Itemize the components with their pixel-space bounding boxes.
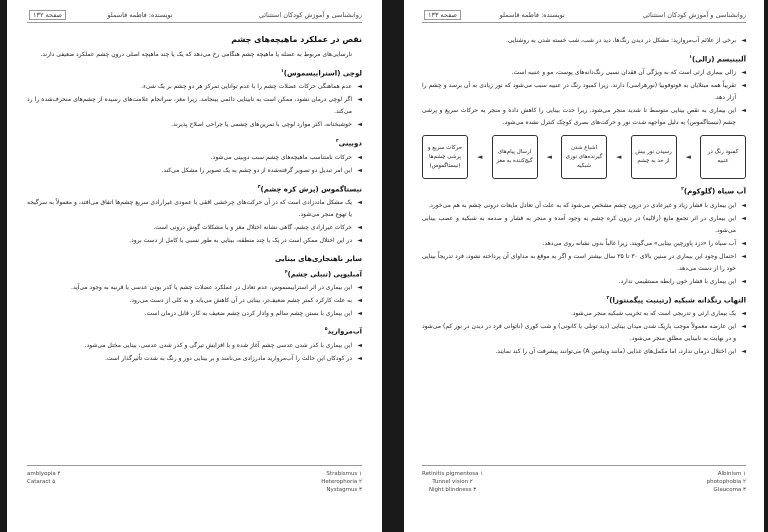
list-item: ◄ این بیماری با فشار زیاد و غیرعادی در درون چشم مشخص می‌شود که به علت آن تعادل مایعات درونی چشم به هم می‌خورد. (422, 200, 746, 212)
arrow-bullet-icon: ◄ (741, 37, 746, 44)
section-heading: نقص در عملکرد ماهیچه‌های چشم (231, 35, 362, 44)
subheading-other-disorders: سایر ناهنجاری‌های بینایی (274, 254, 362, 263)
footnote: Retinitis pigmentosa ۱ (422, 471, 484, 477)
footnote: photophobia ۲ (706, 479, 746, 485)
header-page-number: صفحه ۱۳۳ (424, 10, 461, 20)
subheading-amblyopia: آمبلیوپی (تنبلی چشم)$^۴$ (284, 269, 362, 279)
footnote: Glaucoma ۳ (713, 487, 746, 493)
list-item: ◄ این اختلال درمان ندارد، اما مکمل‌های غذایی (مانند ویتامین A) می‌توانند پیشرفت آن را کند نمایند. (422, 346, 746, 358)
subheading-strabismus: لوچی (استرابیسموس)$^۱$ (281, 69, 362, 78)
footnote: Heterophoria ۲ (321, 479, 362, 485)
footnote: Night blindness ۳ (428, 487, 477, 493)
arrow-left-icon: ◄ (685, 153, 691, 162)
arrow-bullet-icon: ◄ (357, 223, 362, 231)
list-item: ◄ این امر تبدیل دو تصویر گرفته‌شده از دو چشم به یک تصویر را مشکل می‌کند. (27, 165, 362, 177)
arrow-bullet-icon: ◄ (741, 277, 746, 285)
arrow-bullet-icon: ◄ (741, 252, 746, 260)
left-page (7, 0, 382, 532)
arrow-left-icon: ◄ (546, 153, 552, 162)
subheading-albinism: آلبینیسم (زالی)$^۱$ (689, 55, 746, 64)
header-book-title: روانشناسی و آموزش کودکان استثنائی (642, 11, 746, 19)
list-item: ◄ خوشبختانه، اکثر موارد لوچی با تمرین‌های چشمی یا جراحی اصلاح پذیرند. (27, 119, 362, 131)
arrow-bullet-icon: ◄ (741, 214, 746, 222)
arrow-bullet-icon: ◄ (357, 354, 362, 362)
list-item: ◄ اگر لوچی درمان نشود، ممکن است به نابینایی دائمی بینجامد. زیرا مغز، سرانجام علامت‌های رسیده از چشم‌های منحرف‌شده را رد می‌کند. (27, 96, 362, 116)
footnotes (422, 465, 746, 494)
list-amblyopia (27, 282, 362, 320)
footnotes (27, 465, 362, 494)
arrow-bullet-icon: ◄ (741, 82, 746, 90)
list-item: ◄ یک مشکل ماددزادی است که در آن حرکت‌های چرخشی افقی یا عمودی غیرارادی سریع چشم‌ها اتفاق می‌افتد، و معمولاً به سرگیجه یا تهوع منجر می‌شود. (27, 198, 362, 218)
arrow-bullet-icon: ◄ (357, 284, 362, 292)
list-item: ◄ این بیماری در اثر استرابیسموس، عدم تعادل در عملکرد عضلات چشم یا کدر بودن عدسی یا قرنیه به وجود می‌آید. (27, 282, 362, 294)
flow-step: رسیدن نور بیش از حد به چشم (631, 135, 677, 179)
list-retinitis (422, 308, 746, 358)
footnote: Tunnel vision ۲ (432, 479, 473, 485)
list-item: ◄ احتمال وجود این بیماری در سنین بالای ۳۰ تا ۳۵ سال بیشتر است و اگر به موقع به مداوای آن پرداخته نشود، فرد تدریجاً بینایی خود را از دست می‌دهد. (422, 252, 746, 272)
arrow-bullet-icon: ◄ (357, 166, 362, 174)
list-item: ◄ برخی از علائم آب‌مروارید: مشکل در دیدن رنگ‌ها، دید در شب، شب خسته شدن به روشنایی. (422, 35, 746, 47)
subheading-cataract: آب‌مروارید$^۵$ (324, 327, 362, 336)
list-item: ◄ در کودکان این حالت را آب‌مروارید مادرزادی می‌نامند و بر بینایی دور و رنگ به شدت تأثیرگذار است. (27, 353, 362, 365)
list-item: ◄ عدم هماهنگی حرکات عضلات چشم را با عدم توانایی تمرکز هر دو چشم بر یک شیء. (27, 81, 362, 93)
list-glaucoma (422, 200, 746, 288)
arrow-bullet-icon: ◄ (357, 153, 362, 161)
subheading-diplopia: دوبینی$^۲$ (335, 139, 362, 148)
arrow-bullet-icon: ◄ (357, 96, 362, 104)
footnote: Strabismus ۱ (326, 471, 362, 477)
intro-paragraph: نارسایی‌های مربوط به عضله یا ماهیچه چشم هنگامی رخ می‌دهد که یک یا چند ماهیچه اصلی درون چشم عملکرد ضعیفی دارند. (40, 51, 352, 58)
arrow-bullet-icon: ◄ (741, 322, 746, 330)
header-book-title: روانشناسی و آموزش کودکان استثنائی (258, 11, 362, 19)
arrow-bullet-icon: ◄ (357, 83, 362, 91)
arrow-bullet-icon: ◄ (741, 107, 746, 115)
list-item: ◄ آب سیاه را «دزد پاورچین بینایی» می‌گویند. زیرا غالباً بدون نشانه روی می‌دهد. (422, 238, 746, 250)
footnote: amblyopia ۴ (27, 471, 61, 477)
running-head (422, 10, 746, 23)
flow-step: اشباع شدن گیرنده‌های نوری شبکیه (561, 135, 607, 179)
subheading-retinitis: التهاب رنگدانه شبکیه (رتینیت پیگمنتوزا)$^۳$ (606, 295, 746, 304)
running-head (27, 10, 362, 23)
list-item: ◄ این بیماری با بستن چشم سالم و وادار کردن چشم ضعیف به کار، قابل درمان است. (27, 308, 362, 320)
albinism-flow-diagram (422, 135, 746, 179)
list-nystagmus (27, 197, 362, 247)
header-page-number: صفحه ۱۳۲ (29, 10, 66, 20)
arrow-bullet-icon: ◄ (741, 309, 746, 317)
list-item: ◄ این بیماری با فشار خون رابطه مستقیمی ندارد. (422, 276, 746, 288)
list-item: ◄ یک بیماری ارثی و تدریجی است که به تخریب شبکیه منجر می‌شود. (422, 308, 746, 320)
list-strabismus (27, 81, 362, 131)
list-item: ◄ تقریباً همه مبتلایان به فوتوفوبیا (نورهراسی) دارند. زیرا کمبود رنگ در عنبیه سبب می‌شود که نور زیادی به آن برسد و چشم را آزار دهد. (422, 82, 746, 102)
arrow-bullet-icon: ◄ (741, 239, 746, 247)
arrow-bullet-icon: ◄ (357, 310, 362, 318)
list-item: ◄ زالی بیماری ارثی است که به ویژگی آن فقدان نسبی رنگ‌دانه‌های پوست، مو و عنبیه است. (422, 67, 746, 79)
arrow-bullet-icon: ◄ (357, 236, 362, 244)
list-albinism (422, 67, 746, 129)
list-item: ◄ این بیماری به نقص بینایی متوسط تا شدید منجر می‌شود. زیرا حدت بینایی را کاهش داده و منجر به حرکات سریع و پرشی چشم (نیستاگموس) به دلیل مواجهه شدت نور و حرکت‌های بصری کوچک کنترل نشده می‌شود. (422, 107, 746, 127)
footnote: Albinism ۱ (717, 471, 746, 477)
flow-step: کمبود رنگ در عنبیه (700, 135, 746, 179)
arrow-bullet-icon: ◄ (357, 121, 362, 129)
arrow-bullet-icon: ◄ (357, 341, 362, 349)
list-item: ◄ این بیماری با کدر شدن عدسی چشم آغاز شده و با افزایش تیرگی و کدر شدن عدسی، بینایی مختل می‌شود. (27, 340, 362, 352)
arrow-bullet-icon: ◄ (741, 201, 746, 209)
list-item: ◄ این بیماری در اثر تجمع مایع (زلالیه) در درون کره چشم به وجود آمده و منجر به فشار و صدمه به شبکیه و عصب بینایی می‌شود. (422, 214, 746, 234)
list-item: ◄ حرکات نامتناسب ماهیچه‌های چشم سبب دوبینی می‌شود. (27, 152, 362, 164)
arrow-bullet-icon: ◄ (357, 297, 362, 305)
list-item: ◄ در این اختلال ممکن است در یک یا چند منطقه، بینایی به طور نسبی یا کامل از دست برود. (27, 235, 362, 247)
arrow-bullet-icon: ◄ (741, 347, 746, 355)
list-item: ◄ این عارضه معمولاً موجب باریک شدن میدان بینایی (دید تونلی یا کانونی) و شب کوری (ناتوانی فرد در دیدن در نور کم) می‌شود و در نهایت به نابینایی مطلق منجر می‌شود. (422, 322, 746, 342)
footnote: Cataract ۵ (27, 479, 56, 485)
arrow-left-icon: ◄ (616, 153, 622, 162)
footnote-column-right (321, 470, 362, 494)
header-author: نویسنده: فاطمه قاسملو (499, 11, 565, 19)
subheading-nystagmus: نیستاگموس (پرش کره چشم)$^۳$ (257, 184, 362, 193)
header-author: نویسنده: فاطمه قاسملو (107, 11, 173, 19)
flow-step: حرکات سریع و پرشی چشم‌ها (نیستاگموس) (422, 135, 468, 179)
footnote-column-middle (422, 470, 483, 494)
flow-step: ارسال پیام‌های گیج‌کننده به مغز (492, 135, 538, 179)
arrow-left-icon: ◄ (477, 153, 483, 162)
list-diplopia (27, 152, 362, 177)
right-page (404, 0, 764, 532)
arrow-bullet-icon: ◄ (741, 69, 746, 77)
list-cataract-continued (422, 35, 746, 47)
subheading-glaucoma: آب سیاه (گلوکوم)$^۲$ (681, 187, 746, 196)
arrow-bullet-icon: ◄ (357, 198, 362, 206)
footnote: Nystagmus ۳ (326, 487, 362, 493)
footnote-column-right (707, 470, 746, 494)
list-cataract (27, 340, 362, 365)
list-item: ◄ حرکات غیرارادی چشم، گاهی نشانه اختلال مغز و یا مشکلات گوش درونی است. (27, 222, 362, 234)
footnote-column-left (27, 470, 60, 494)
list-item: ◄ به علت کارکرد کمتر چشم ضعیف‌تر، بینایی در آن کاهش می‌یابد و به کلی از دست می‌رود. (27, 295, 362, 307)
